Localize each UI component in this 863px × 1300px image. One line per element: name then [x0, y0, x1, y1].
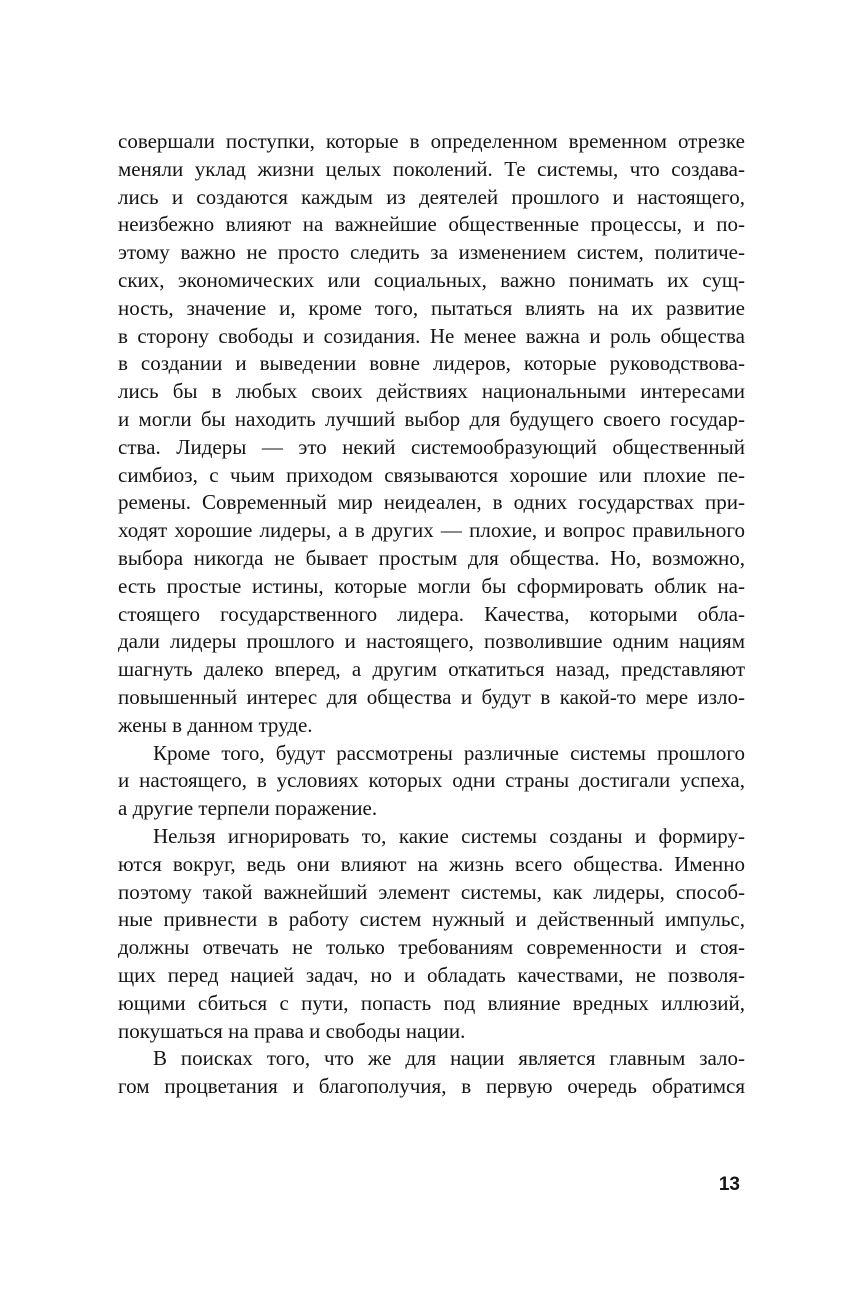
text-line: ских, экономических или социальных, важно понимать их сущ-: [118, 267, 745, 292]
text-block: [118, 128, 745, 1101]
text-line: ющими сбиться с пути, попасть под влияние вредных иллюзий,: [118, 990, 745, 1015]
text-line: Нельзя игнорировать то, какие системы созданы и формиру-: [153, 823, 745, 848]
text-line: щих перед нацией задач, но и обладать качествами, не позволя-: [118, 962, 745, 987]
text-line: гом процветания и благополучия, в первую очередь обратимся: [118, 1074, 745, 1099]
text-line: ются вокруг, ведь они влияют на жизнь всего общества. Именно: [118, 851, 745, 876]
page-number: 13: [718, 1174, 740, 1195]
text-line: В поисках того, что же для нации является главным зало-: [153, 1046, 745, 1071]
text-line: меняли уклад жизни целых поколений. Те системы, что создава-: [118, 156, 745, 181]
text-line: симбиоз, с чьим приходом связываются хорошие или плохие пе-: [118, 462, 745, 487]
text-line: этому важно не просто следить за изменением систем, политиче-: [118, 240, 745, 265]
text-line: в создании и выведении вовне лидеров, которые руководствова-: [118, 351, 745, 376]
text-line: ность, значение и, кроме того, пытаться влиять на их развитие: [118, 295, 745, 320]
text-line: а другие терпели поражение.: [118, 796, 378, 821]
text-line: стоящего государственного лидера. Качества, которыми обла-: [118, 601, 745, 626]
text-line: выбора никогда не бывает простым для общества. Но, возможно,: [118, 545, 745, 570]
text-line: есть простые истины, которые могли бы сформировать облик на-: [118, 573, 745, 598]
text-line: ства. Лидеры — это некий системообразующий общественный: [118, 434, 745, 459]
text-line: лись и создаются каждым из деятелей прошлого и настоящего,: [118, 184, 745, 209]
text-line: и могли бы находить лучший выбор для будущего своего государ-: [118, 406, 745, 431]
text-line: поэтому такой важнейший элемент системы, как лидеры, способ-: [118, 879, 745, 904]
text-line: и настоящего, в условиях которых одни страны достигали успеха,: [118, 768, 745, 793]
text-line: покушаться на права и свободы нации.: [118, 1018, 466, 1043]
text-line: в сторону свободы и созидания. Не менее важна и роль общества: [118, 323, 745, 348]
text-line: ремены. Современный мир неидеален, в одних государствах при-: [118, 490, 745, 515]
text-line: дали лидеры прошлого и настоящего, позволившие одним нациям: [118, 629, 745, 654]
text-line: должны отвечать не только требованиям современности и стоя-: [118, 935, 745, 960]
text-line: жены в данном труде.: [118, 712, 313, 737]
text-line: шагнуть далеко вперед, а другим откатиться назад, представляют: [118, 657, 745, 682]
text-line: совершали поступки, которые в определенном временном отрезке: [118, 129, 745, 153]
text-line: ходят хорошие лидеры, а в других — плохие, и вопрос правильного: [118, 518, 745, 543]
text-line: Кроме того, будут рассмотрены различные системы прошлого: [153, 740, 745, 765]
text-line: неизбежно влияют на важнейшие общественные процессы, и по-: [118, 212, 745, 237]
text-line: лись бы в любых своих действиях национальными интересами: [118, 379, 745, 404]
text-line: ные привнести в работу систем нужный и действенный импульс,: [118, 907, 745, 932]
text-line: повышенный интерес для общества и будут в какой-то мере изло-: [118, 684, 745, 709]
